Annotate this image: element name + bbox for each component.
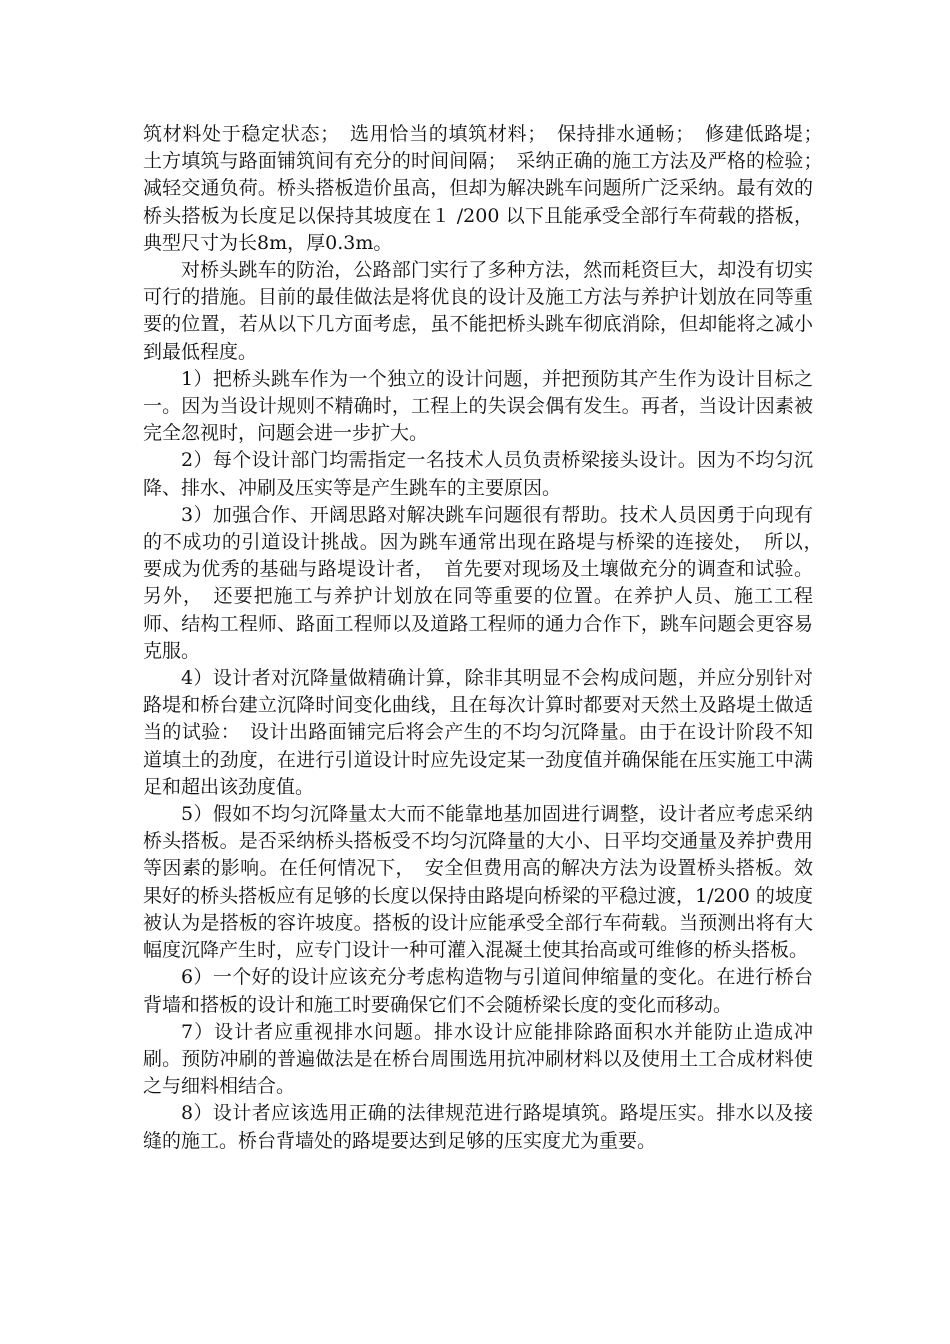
paragraph-item-8: 8）设计者应该选用正确的法律规范进行路堤填筑。路堤压实。排水以及接缝的施工。桥台背墙处的路堤要达到足够的压实度尤为重要。 — [143, 1102, 813, 1152]
paragraph-item-1: 1）把桥头跳车作为一个独立的设计问题，并把预防其产生作为设计目标之一。因为当设计规则不精确时，工程上的失误会偶有发生。再者，当设计因素被完全忽视时，问题会进一步扩大。 — [143, 367, 813, 445]
paragraph-item-5: 5）假如不均匀沉降量太大而不能靠地基加固进行调整，设计者应考虑采纳桥头搭板。是否采纳桥头搭板受不均匀沉降量的大小、日平均交通量及养护费用等因素的影响。在任何情况下， 安全但费用高的解决方法为设置桥头搭板。效果好的桥头搭板应有足够的长度以保持由路堤向桥梁的平稳过渡，1/200 的坡度被认为是搭板的容许坡度。搭板的设计应能承受全部行车荷载。当预测出将有大幅度沉降产生时，应专门设计一种可灌入混凝土使其抬高或可维修的桥头搭板。 — [143, 803, 813, 962]
paragraph-item-3: 3）加强合作、开阔思路对解决跳车问题很有帮助。技术人员因勇于向现有的不成功的引道设计挑战。因为跳车通常出现在路堤与桥梁的连接处， 所以， 要成为优秀的基础与路堤设计者， 首先要对现场及土壤做充分的调查和试验。另外， 还要把施工与养护计划放在同等重要的位置。在养护人员、施工工程师、结构工程师、路面工程师以及道路工程师的通力合作下，跳车问题会更容易克服。 — [143, 503, 833, 662]
paragraph-item-4: 4）设计者对沉降量做精确计算，除非其明显不会构成问题，并应分别针对路堤和桥台建立沉降时间变化曲线，且在每次计算时都要对天然土及路堤土做适当的试验： 设计出路面铺完后将会产生的不均匀沉降量。由于在设计阶段不知道填土的劲度，在进行引道设计时应先设定某一劲度值并确保能在压实施工中满足和超出该劲度值。 — [143, 667, 813, 798]
paragraph-item-7: 7）设计者应重视排水问题。排水设计应能排除路面积水并能防止造成冲刷。预防冲刷的普遍做法是在桥台周围选用抗冲刷材料以及使用土工合成材料使之与细料相结合。 — [143, 1020, 813, 1098]
paragraph-item-6: 6）一个好的设计应该充分考虑构造物与引道间伸缩量的变化。在进行桥台背墙和搭板的设计和施工时要确保它们不会随桥梁长度的变化而移动。 — [143, 966, 813, 1016]
paragraph-item-2: 2）每个设计部门均需指定一名技术人员负责桥梁接头设计。因为不均匀沉降、排水、冲刷及压实等是产生跳车的主要原因。 — [143, 449, 813, 499]
document-body — [143, 121, 833, 1155]
paragraph-continuation: 筑材料处于稳定状态； 选用恰当的填筑材料； 保持排水通畅； 修建低路堤； 土方填筑与路面铺筑间有充分的时间间隔； 采纳正确的施工方法及严格的检验； 减轻交通负荷。桥头搭板造价虽高，但却为解决跳车问题所广泛采纳。最有效的桥头搭板为长度足以保持其坡度在１ /200 以下且能承受全部行车荷载的搭板，典型尺寸为长8m，厚0.3m。 — [143, 123, 833, 254]
paragraph-intro: 对桥头跳车的防治，公路部门实行了多种方法，然而耗资巨大，却没有切实可行的措施。目前的最佳做法是将优良的设计及施工方法与养护计划放在同等重要的位置，若从以下几方面考虑，虽不能把桥头跳车彻底消除，但却能将之减小到最低程度。 — [143, 259, 813, 363]
